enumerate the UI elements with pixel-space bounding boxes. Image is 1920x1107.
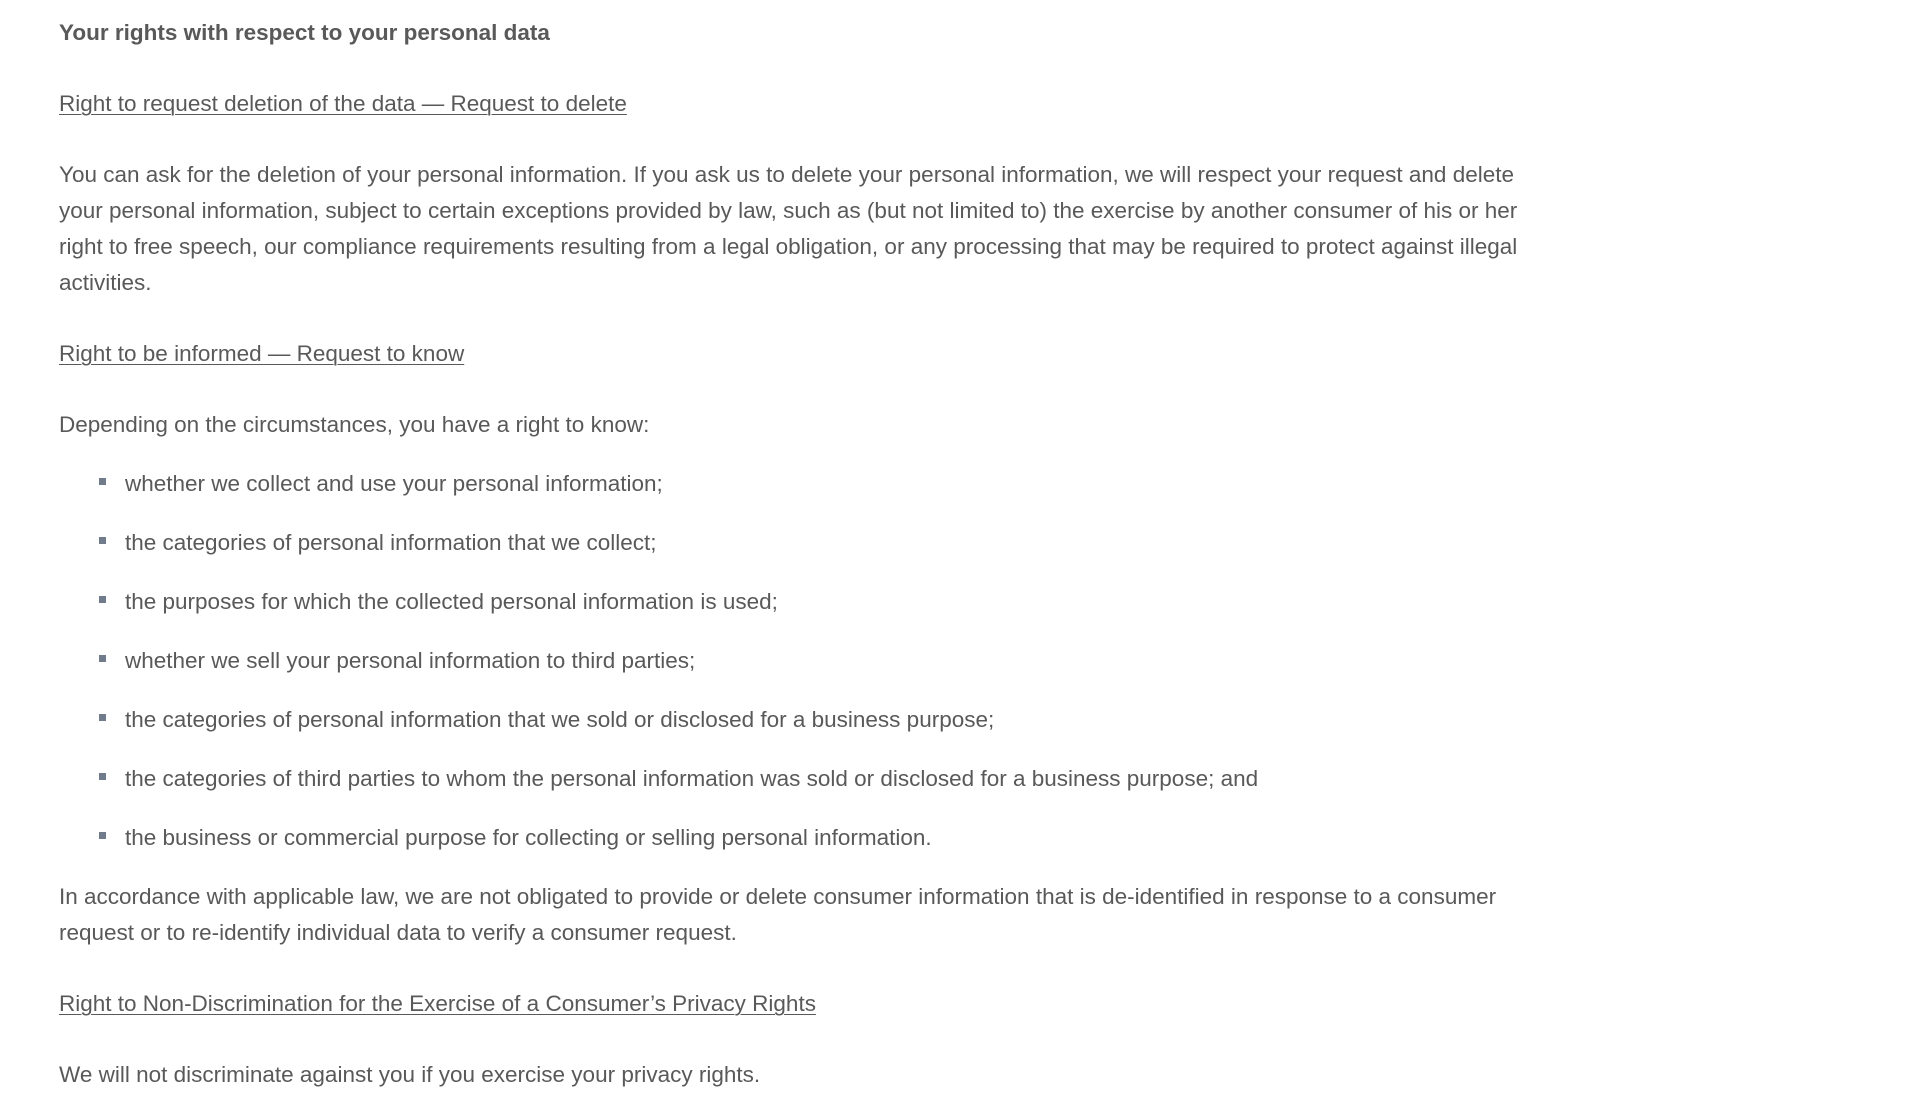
square-bullet-icon xyxy=(99,773,106,780)
deletion-paragraph-line: activities. xyxy=(59,270,152,295)
list-item xyxy=(59,761,1579,797)
square-bullet-icon xyxy=(99,537,106,544)
non-discrimination-text: We will not discriminate against you if you exercise your privacy rights. xyxy=(59,1062,761,1087)
list-item-text: the business or commercial purpose for collecting or selling personal information. xyxy=(125,825,932,850)
list-item-text: the categories of personal information that we sold or disclosed for a business purpose; xyxy=(125,707,995,732)
informed-closing-line: In accordance with applicable law, we are not obligated to provide or delete consumer information that is de-identified in response to a consumer xyxy=(59,884,1497,909)
list-item xyxy=(59,525,1579,561)
list-item xyxy=(59,702,1579,738)
list-item-text: whether we collect and use your personal information; xyxy=(125,471,663,496)
deletion-paragraph-line: You can ask for the deletion of your personal information. If you ask us to delete your personal information, we will respect your request and delete xyxy=(59,162,1514,187)
non-discrimination-heading: Right to Non-Discrimination for the Exercise of a Consumer’s Privacy Rights xyxy=(59,991,816,1016)
list-item xyxy=(59,643,1579,679)
square-bullet-icon xyxy=(99,832,106,839)
list-item-text: the categories of personal information that we collect; xyxy=(125,530,657,555)
square-bullet-icon xyxy=(99,714,106,721)
square-bullet-icon xyxy=(99,596,106,603)
list-item xyxy=(59,820,1579,856)
informed-closing-line: request or to re-identify individual data to verify a consumer request. xyxy=(59,920,737,945)
section-title: Your rights with respect to your personal data xyxy=(59,20,550,45)
square-bullet-icon xyxy=(99,478,106,485)
list-item-text: whether we sell your personal information to third parties; xyxy=(125,648,696,673)
informed-intro: Depending on the circumstances, you have a right to know: xyxy=(59,412,650,437)
deletion-heading: Right to request deletion of the data — Request to delete xyxy=(59,91,627,116)
deletion-paragraph-line: right to free speech, our compliance requirements resulting from a legal obligation, or any processing that may be required to protect against illegal xyxy=(59,234,1518,259)
informed-heading: Right to be informed — Request to know xyxy=(59,341,465,366)
square-bullet-icon xyxy=(99,655,106,662)
deletion-paragraph-line: your personal information, subject to certain exceptions provided by law, such as (but not limited to) the exercise by another consumer of his or her xyxy=(59,198,1518,223)
list-item xyxy=(59,584,1579,620)
list-item-text: the categories of third parties to whom the personal information was sold or disclosed for a business purpose; and xyxy=(125,766,1259,791)
list-item-text: the purposes for which the collected personal information is used; xyxy=(125,589,778,614)
list-item xyxy=(59,466,1579,502)
